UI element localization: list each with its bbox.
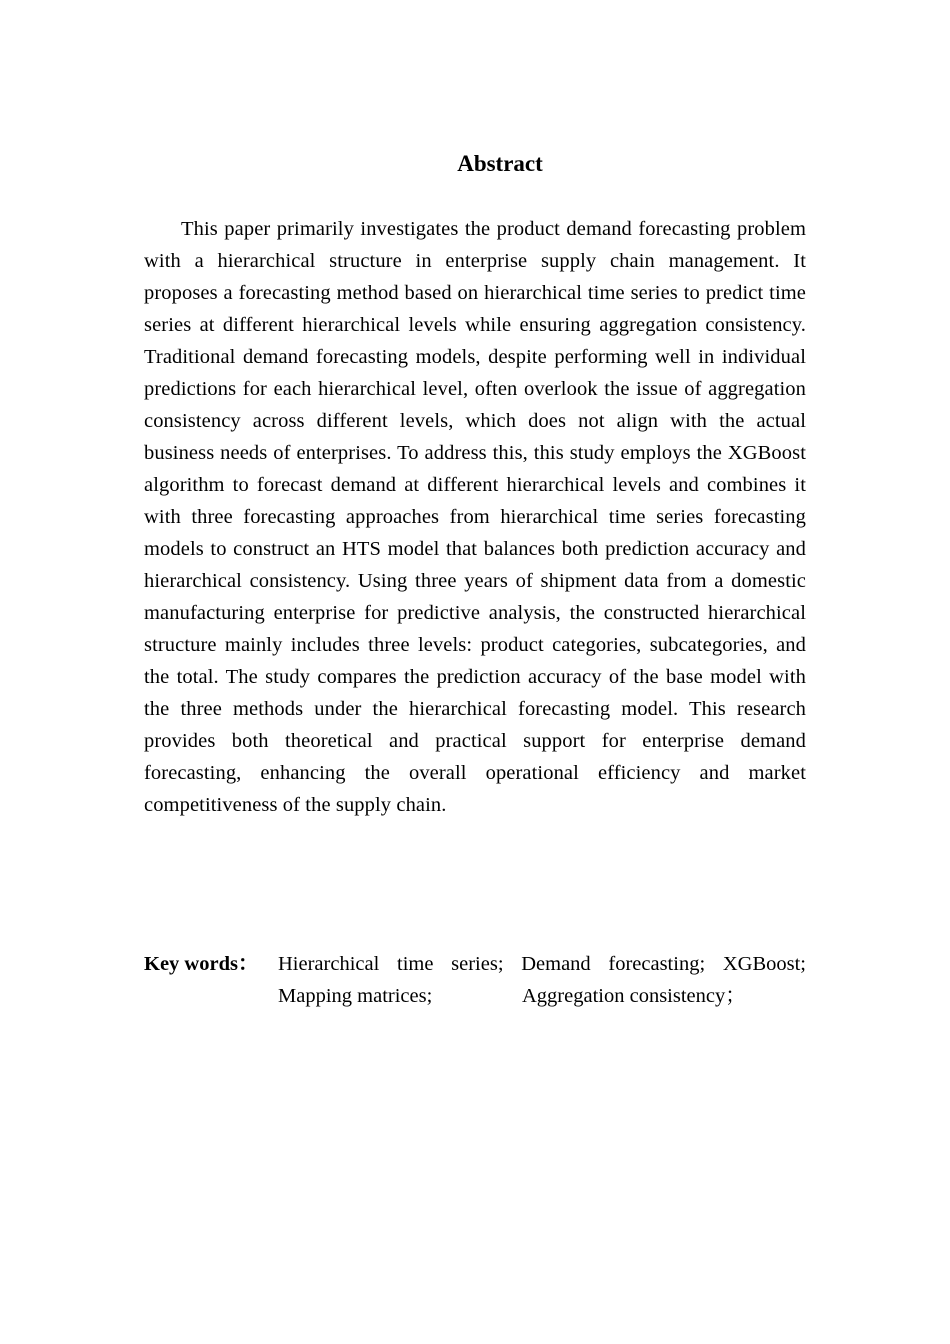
keywords-label: Key words： — [144, 953, 259, 975]
keyword-word: series; — [451, 953, 504, 975]
keyword-aggregation-consistency: Aggregation consistency； — [522, 985, 746, 1007]
keywords-terms — [278, 948, 806, 980]
keyword-mapping-matrices: Mapping matrices; — [278, 985, 433, 1007]
keyword-word: Demand — [521, 953, 591, 975]
keywords-section — [144, 948, 806, 1012]
abstract-body: This paper primarily investigates the product demand forecasting problem with a hierarchical structure in enterprise supply chain management. It proposes a forecasting method based on hierarchical time series to predict time series at different hierarchical levels while ensuring aggregation consistency. Traditional demand forecasting models, despite performing well in individual predictions for each hierarchical level, often overlook the issue of aggregation consistency across different levels, which does not align with the actual business needs of enterprises. To address this, this study employs the XGBoost algorithm to forecast demand at different hierarchical levels and combines it with three forecasting approaches from hierarchical time series forecasting models to construct an HTS model that balances both prediction accuracy and hierarchical consistency. Using three years of shipment data from a domestic manufacturing enterprise for predictive analysis, the constructed hierarchical structure mainly includes three levels: product categories, subcategories, and the total. The study compares the prediction accuracy of the base model with the three methods under the hierarchical forecasting model. This research provides both theoretical and practical support for enterprise demand forecasting, enhancing the overall operational efficiency and market competitiveness of the supply chain. — [144, 218, 806, 816]
keywords-line-2 — [144, 980, 806, 1012]
abstract-title: Abstract — [457, 151, 543, 176]
keyword-word: XGBoost; — [722, 953, 806, 975]
keyword-word: time — [397, 953, 434, 975]
keywords-line-1 — [144, 948, 806, 980]
keyword-word: forecasting; — [608, 953, 706, 975]
keyword-word: Hierarchical — [278, 953, 380, 975]
